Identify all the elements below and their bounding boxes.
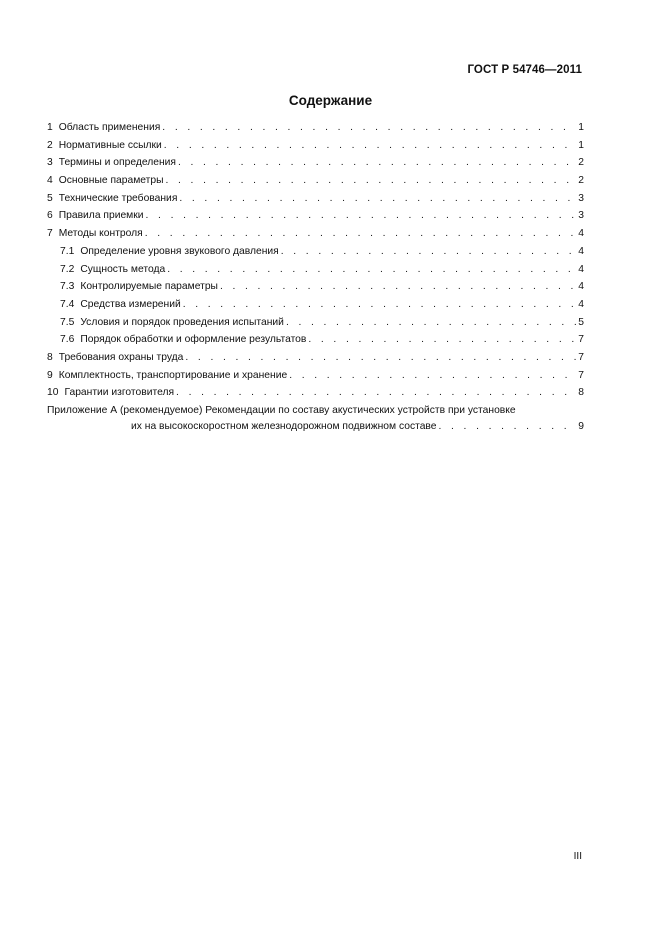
toc-entry-number: 2 [47,139,53,151]
toc-leader-dots [281,243,576,261]
toc-entry[interactable] [47,154,584,172]
toc-leader-dots [146,207,576,225]
toc-subentry[interactable] [47,278,584,296]
toc-annex-continuation [47,419,584,435]
toc-subentry[interactable] [47,314,584,332]
toc-entry-title: Технические требования [58,192,178,204]
toc-subentry[interactable] [47,243,584,261]
toc-subentry[interactable] [47,261,584,279]
toc-title: Содержание [288,93,373,108]
toc-entry-title: Средства измерений [80,298,181,310]
toc-entry-page: 1 [578,139,584,151]
toc-annex-title-continued: их на высокоскоростном железнодорожном подвижном составе [131,421,437,432]
toc-entry[interactable] [47,384,584,402]
toc-entry-number: 1 [47,122,53,133]
table-of-contents [47,119,584,435]
toc-entry-title: Область применения [58,122,161,133]
toc-entry-page: 7 [578,334,584,346]
toc-leader-dots [308,331,576,349]
toc-entry-page: 7 [578,351,584,363]
toc-entry-title: Термины и определения [58,157,176,169]
toc-entry-page: 8 [578,387,584,399]
toc-entry-number: 7.6 [60,334,75,346]
toc-entry-title: Комплектность, транспортирование и хранение [58,369,288,381]
toc-entry-number: 7.4 [60,298,75,310]
toc-entry-title: Контролируемые параметры [80,281,218,293]
toc-entry-number: 6 [47,210,53,222]
toc-leader-dots [179,190,576,208]
toc-leader-dots [162,119,576,137]
toc-leader-dots [176,384,576,402]
toc-entry[interactable] [47,119,584,137]
toc-entry-title: Правила приемки [58,210,144,222]
toc-entry-page: 1 [578,122,584,133]
toc-entry-page: 4 [578,298,584,310]
toc-entry-title: Нормативные ссылки [58,139,162,151]
toc-entry-page: 7 [578,369,584,381]
toc-leader-dots [178,154,576,172]
toc-leader-dots [286,314,576,332]
toc-entry-title: Сущность метода [80,263,166,275]
toc-entry-title: Методы контроля [58,228,143,240]
toc-entry-page: 4 [578,245,584,257]
toc-leader-dots [166,172,576,190]
toc-entry[interactable] [47,349,584,367]
toc-entry-title: Гарантии изготовителя [64,387,175,399]
toc-leader-dots [164,137,576,155]
toc-leader-dots [145,225,576,243]
toc-subentry[interactable] [47,296,584,314]
toc-entry-number: 7.2 [60,263,75,275]
toc-entry-title: Порядок обработки и оформление результатов [80,334,307,346]
toc-entry-title: Основные параметры [58,175,164,187]
toc-entry-title: Требования охраны труда [58,351,184,363]
toc-entry-number: 7.1 [60,245,75,257]
toc-entry[interactable] [47,367,584,385]
toc-entry[interactable] [47,190,584,208]
toc-entry-number: 9 [47,369,53,381]
toc-leader-dots [183,296,576,314]
toc-entry-number: 10 [47,387,59,399]
toc-entry-page: 9 [578,421,584,432]
toc-entry-page: 2 [578,175,584,187]
toc-entry-page: 2 [578,157,584,169]
toc-entry-page: 3 [578,210,584,222]
toc-entry-number: 3 [47,157,53,169]
toc-entry[interactable] [47,172,584,190]
toc-entry-number: 8 [47,351,53,363]
toc-entry-number: 5 [47,192,53,204]
toc-entry-page: 4 [578,263,584,275]
page-number: III [573,851,582,862]
toc-entry-page: 4 [578,281,584,293]
toc-entry-page: 3 [578,192,584,204]
toc-leader-dots [167,261,576,279]
toc-annex-entry[interactable] [47,403,584,435]
toc-annex-title: Приложение А (рекомендуемое) Рекомендации по составу акустических устройств при установке [47,405,516,416]
toc-leader-dots [185,349,576,367]
toc-entry[interactable] [47,225,584,243]
toc-entry-page: 5 [578,316,584,328]
toc-entry-number: 7 [47,228,53,240]
toc-entry-title: Условия и порядок проведения испытаний [80,316,284,328]
toc-subentry[interactable] [47,331,584,349]
toc-entry-number: 4 [47,175,53,187]
toc-leader-dots [289,367,576,385]
toc-entry-page: 4 [578,228,584,240]
toc-leader-dots [439,419,576,435]
toc-entry-number: 7.5 [60,316,75,328]
toc-entry-number: 7.3 [60,281,75,293]
document-code: ГОСТ Р 54746—2011 [467,64,582,76]
toc-entry[interactable] [47,207,584,225]
toc-entry-title: Определение уровня звукового давления [80,245,279,257]
toc-entry[interactable] [47,137,584,155]
toc-leader-dots [220,278,576,296]
